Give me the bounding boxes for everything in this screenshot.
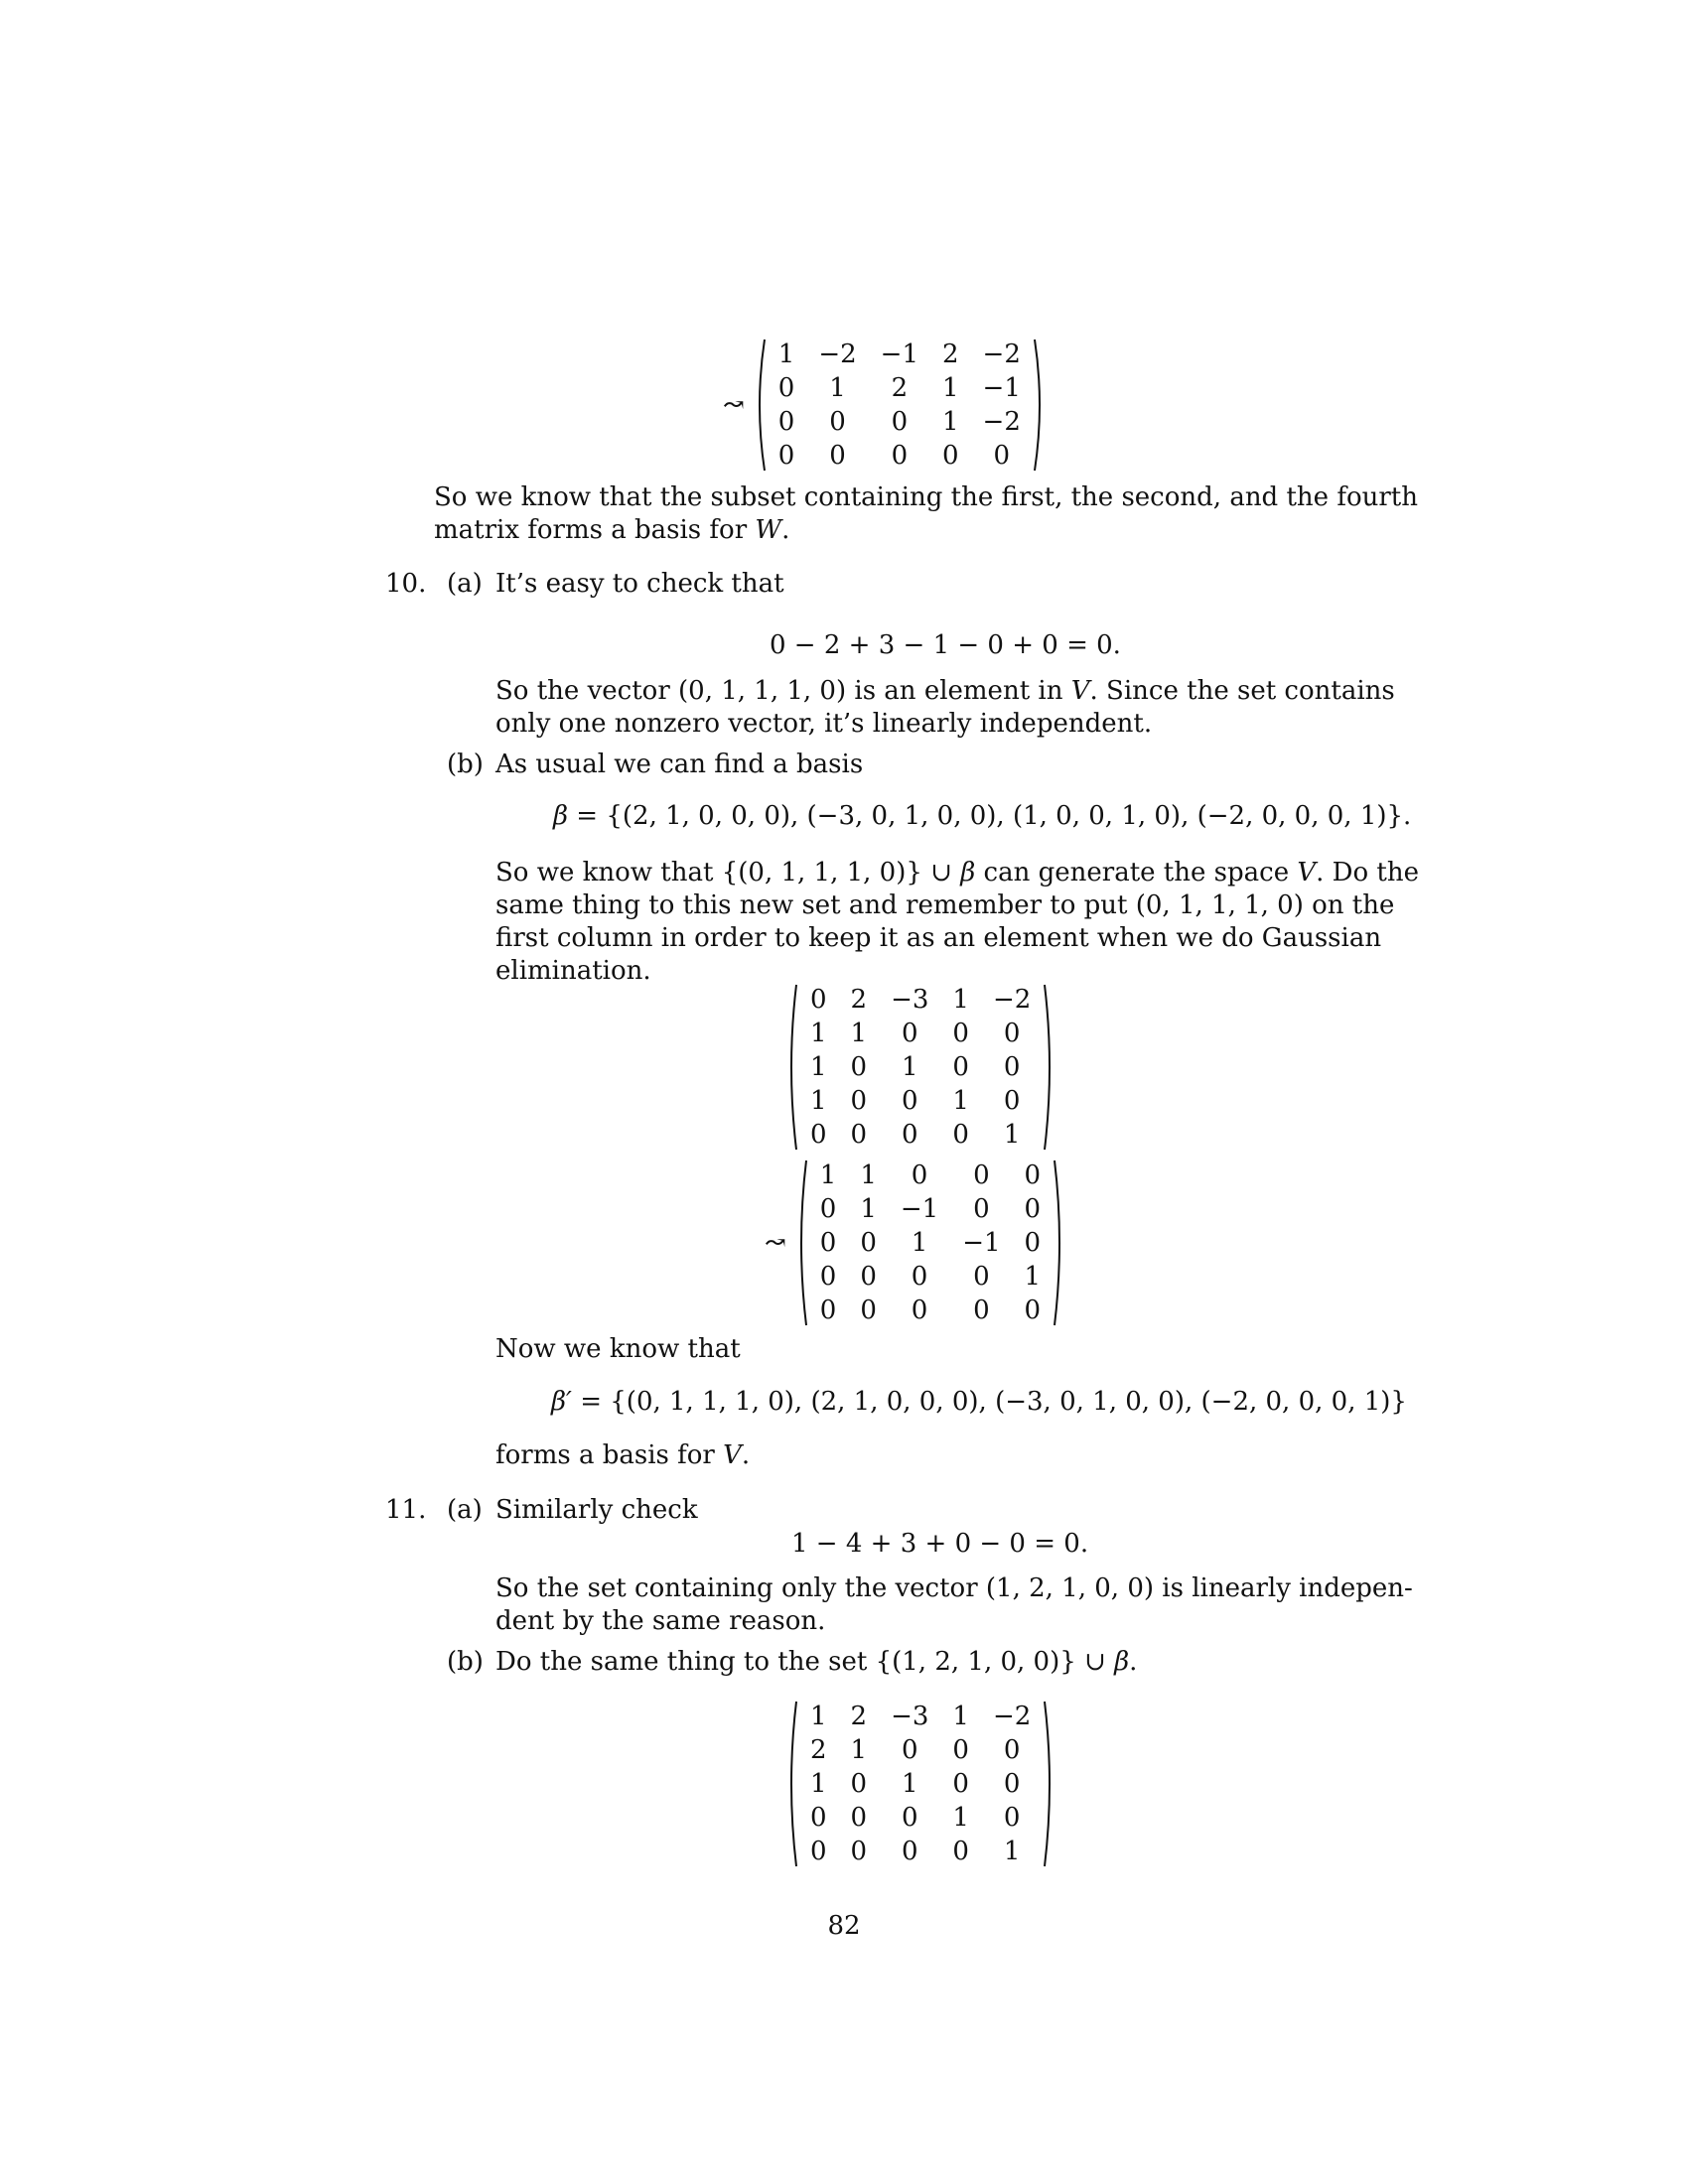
- matrix-cell: 0: [911, 1262, 928, 1292]
- matrix-cell: 0: [1003, 1769, 1021, 1799]
- left-paren: [753, 338, 767, 473]
- matrix-cell: 0: [860, 1262, 877, 1292]
- matrix-cell: 1: [810, 1086, 827, 1116]
- matrix-cell: 0: [1003, 1052, 1021, 1082]
- matrix-cell: 0: [810, 1120, 827, 1150]
- matrix-cell: 0: [777, 373, 795, 403]
- period: .: [1129, 1647, 1138, 1677]
- text: . Do the: [1316, 858, 1419, 887]
- text: forms a basis for: [495, 1440, 724, 1470]
- matrix-row: [767, 439, 1033, 473]
- matrix-cell: 0: [973, 1160, 990, 1190]
- matrix-cell: 0: [777, 407, 795, 437]
- matrix-row: [808, 1260, 1053, 1294]
- q10-b-label: (b): [447, 750, 484, 779]
- matrix-row: [798, 983, 1043, 1017]
- matrix-cell: 0: [891, 407, 909, 437]
- matrix-cell: −1: [962, 1228, 1001, 1258]
- matrix-cell: 0: [942, 441, 959, 471]
- matrix-cell: 1: [860, 1160, 877, 1190]
- matrix-cell: −2: [992, 1702, 1032, 1731]
- matrix-cell: 1: [810, 1702, 827, 1731]
- matrix-row: [767, 338, 1033, 371]
- matrix-cell: −2: [982, 407, 1021, 437]
- q11-b-text: [495, 1646, 1137, 1679]
- matrix-cell: 2: [942, 340, 959, 369]
- q11-b-label: (b): [447, 1647, 484, 1677]
- matrix-cell: 1: [819, 1160, 837, 1190]
- matrix-cell: 1: [810, 1052, 827, 1082]
- left-paren: [794, 1159, 808, 1327]
- matrix-row: [798, 1050, 1043, 1084]
- matrix-cell: 0: [1003, 1086, 1021, 1116]
- matrix-cell: 0: [891, 441, 909, 471]
- matrix-cell: 1: [952, 985, 969, 1015]
- q11-a-text: Similarly check: [495, 1495, 698, 1525]
- matrix-row: [798, 1767, 1043, 1801]
- matrix-cell: 1: [1003, 1120, 1021, 1150]
- matrix-row: [767, 371, 1033, 405]
- text: Do the same thing to the set {(1, 2, 1, 0, 0)} ∪: [495, 1647, 1115, 1677]
- matrix-row: [798, 1017, 1043, 1050]
- matrix-top-table: [767, 338, 1033, 473]
- subset-paragraph-line2: [434, 514, 789, 547]
- matrix-cell: 0: [829, 441, 846, 471]
- q11-a-equation: 1 − 4 + 3 + 0 − 0 = 0.: [791, 1529, 1089, 1559]
- matrix-cell: 0: [1024, 1296, 1042, 1325]
- matrix-q10-1: [784, 983, 1056, 1152]
- right-paren: [1033, 338, 1047, 473]
- q11-a-label: (a): [447, 1495, 483, 1525]
- q10-b-paragraph-line1: [495, 857, 1419, 889]
- matrix-cell: 0: [819, 1262, 837, 1292]
- q10-b-paragraph-line2: same thing to this new set and remember to put (0, 1, 1, 1, 0) on the: [495, 890, 1395, 920]
- matrix-cell: 1: [952, 1086, 969, 1116]
- matrix-cell: 0: [810, 1837, 827, 1866]
- matrix-cell: 0: [952, 1052, 969, 1082]
- q10-b-text: As usual we can find a basis: [495, 750, 864, 779]
- matrix-cell: −2: [992, 985, 1032, 1015]
- symbol-W: W: [755, 515, 782, 545]
- period: .: [781, 515, 790, 545]
- left-paren: [784, 983, 798, 1152]
- matrix-row: [808, 1192, 1053, 1226]
- symbol-V: V: [1297, 858, 1317, 887]
- text: So we know that {(0, 1, 1, 1, 0)} ∪: [495, 858, 961, 887]
- matrix-cell: 2: [810, 1735, 827, 1765]
- matrix-row: [808, 1294, 1053, 1327]
- q10-b-beta-equation: [553, 800, 1411, 833]
- matrix-cell: −1: [982, 373, 1021, 403]
- matrix-cell: 0: [850, 1769, 868, 1799]
- matrix-q11-table: [798, 1700, 1043, 1868]
- matrix-cell: 0: [973, 1296, 990, 1325]
- matrix-row: [798, 1835, 1043, 1868]
- q10-a-equation: 0 − 2 + 3 − 1 − 0 + 0 = 0.: [770, 630, 1121, 660]
- matrix-cell: 0: [911, 1160, 928, 1190]
- matrix-q11: [784, 1700, 1056, 1868]
- matrix-cell: 0: [901, 1019, 918, 1048]
- subset-text: matrix forms a basis for: [434, 515, 756, 545]
- matrix-cell: 0: [952, 1735, 969, 1765]
- matrix-cell: 0: [952, 1837, 969, 1866]
- symbol-beta: β: [553, 801, 569, 831]
- matrix-cell: 1: [829, 373, 846, 403]
- symbol-beta: β: [960, 858, 976, 887]
- q10-now-text: Now we know that: [495, 1334, 741, 1364]
- matrix-cell: 0: [850, 1803, 868, 1833]
- matrix-cell: 1: [1003, 1837, 1021, 1866]
- right-paren: [1043, 983, 1056, 1152]
- matrix-cell: 0: [860, 1296, 877, 1325]
- matrix-cell: 1: [810, 1019, 827, 1048]
- left-paren: [784, 1700, 798, 1868]
- matrix-q10-1-table: [798, 983, 1043, 1152]
- q10-beta-prime-equation: [551, 1386, 1407, 1419]
- matrix-cell: 1: [952, 1803, 969, 1833]
- matrix-cell: 1: [810, 1769, 827, 1799]
- matrix-cell: 0: [911, 1296, 928, 1325]
- matrix-row: [798, 1733, 1043, 1767]
- leadsto-symbol: ↝: [765, 1228, 786, 1258]
- matrix-cell: 2: [850, 985, 868, 1015]
- matrix-cell: 1: [942, 407, 959, 437]
- matrix-row: [798, 1118, 1043, 1152]
- matrix-cell: −2: [818, 340, 857, 369]
- matrix-cell: −2: [982, 340, 1021, 369]
- matrix-cell: 0: [860, 1228, 877, 1258]
- matrix-cell: 0: [1003, 1735, 1021, 1765]
- matrix-row: [808, 1159, 1053, 1192]
- q11-number: 11.: [385, 1495, 427, 1525]
- matrix-cell: 1: [942, 373, 959, 403]
- matrix-cell: 0: [973, 1194, 990, 1224]
- matrix-cell: 0: [850, 1120, 868, 1150]
- matrix-cell: 1: [1024, 1262, 1042, 1292]
- matrix-cell: 0: [1024, 1228, 1042, 1258]
- basis-set: = {(0, 1, 1, 1, 0), (2, 1, 0, 0, 0), (−3, 0, 1, 0, 0), (−2, 0, 0, 0, 1)}: [571, 1387, 1407, 1417]
- q10-a-label: (a): [447, 569, 483, 599]
- matrix-cell: 1: [901, 1769, 918, 1799]
- matrix-cell: 1: [850, 1019, 868, 1048]
- text: can generate the space: [975, 858, 1298, 887]
- matrix-top: [723, 338, 1047, 473]
- matrix-cell: 2: [891, 373, 909, 403]
- q11-a-paragraph-line1: So the set containing only the vector (1, 2, 1, 0, 0) is linearly indepen-: [495, 1573, 1413, 1603]
- matrix-row: [798, 1084, 1043, 1118]
- matrix-cell: 0: [901, 1803, 918, 1833]
- symbol-V: V: [723, 1440, 742, 1470]
- matrix-cell: 0: [901, 1120, 918, 1150]
- basis-set: = {(2, 1, 0, 0, 0), (−3, 0, 1, 0, 0), (1, 0, 0, 1, 0), (−2, 0, 0, 0, 1)}.: [568, 801, 1412, 831]
- matrix-cell: 0: [777, 441, 795, 471]
- matrix-cell: 0: [952, 1769, 969, 1799]
- symbol-beta: β: [1114, 1647, 1130, 1677]
- q10-number: 10.: [385, 569, 427, 599]
- right-paren: [1043, 1700, 1056, 1868]
- subset-paragraph-line1: So we know that the subset containing the first, the second, and the fourth: [434, 482, 1418, 512]
- matrix-cell: 1: [911, 1228, 928, 1258]
- matrix-cell: 0: [901, 1837, 918, 1866]
- matrix-cell: 1: [860, 1194, 877, 1224]
- matrix-cell: 0: [810, 985, 827, 1015]
- text: So the vector (0, 1, 1, 1, 0) is an element in: [495, 676, 1071, 706]
- matrix-cell: 0: [952, 1019, 969, 1048]
- q10-b-paragraph-line3: first column in order to keep it as an element when we do Gaussian: [495, 923, 1382, 953]
- matrix-cell: 0: [901, 1086, 918, 1116]
- matrix-cell: 0: [1024, 1194, 1042, 1224]
- matrix-row: [808, 1226, 1053, 1260]
- q10-a-paragraph-line1: [495, 675, 1395, 708]
- matrix-cell: 0: [1024, 1160, 1042, 1190]
- matrix-cell: 0: [1003, 1019, 1021, 1048]
- matrix-cell: 0: [850, 1052, 868, 1082]
- matrix-cell: 1: [952, 1702, 969, 1731]
- matrix-row: [767, 405, 1033, 439]
- text: . Since the set contains: [1089, 676, 1395, 706]
- symbol-beta-prime: β′: [551, 1387, 572, 1417]
- q10-a-paragraph-line2: only one nonzero vector, it’s linearly independent.: [495, 709, 1153, 739]
- matrix-q10-2-table: [808, 1159, 1053, 1327]
- matrix-cell: 1: [901, 1052, 918, 1082]
- matrix-cell: −1: [900, 1194, 939, 1224]
- q10-a-text: It’s easy to check that: [495, 569, 784, 599]
- matrix-cell: 0: [1003, 1803, 1021, 1833]
- matrix-cell: 0: [810, 1803, 827, 1833]
- matrix-cell: 1: [777, 340, 795, 369]
- matrix-cell: −3: [891, 1702, 929, 1731]
- symbol-V: V: [1070, 676, 1090, 706]
- right-paren: [1053, 1159, 1066, 1327]
- matrix-cell: 0: [819, 1228, 837, 1258]
- matrix-row: [798, 1700, 1043, 1733]
- matrix-cell: 0: [901, 1735, 918, 1765]
- matrix-cell: 0: [973, 1262, 990, 1292]
- page-number: 82: [827, 1911, 861, 1941]
- matrix-row: [798, 1801, 1043, 1835]
- matrix-cell: 0: [819, 1296, 837, 1325]
- q10-forms-basis: [495, 1439, 750, 1472]
- matrix-cell: 0: [993, 441, 1010, 471]
- matrix-cell: 0: [829, 407, 846, 437]
- matrix-q10-2: [765, 1159, 1066, 1327]
- matrix-cell: 1: [850, 1735, 868, 1765]
- matrix-cell: 0: [952, 1120, 969, 1150]
- q10-b-paragraph-line4: elimination.: [495, 956, 651, 986]
- period: .: [741, 1440, 751, 1470]
- q11-a-paragraph-line2: dent by the same reason.: [495, 1606, 826, 1636]
- matrix-cell: −3: [891, 985, 929, 1015]
- leadsto-symbol: ↝: [723, 390, 745, 420]
- matrix-cell: 0: [850, 1086, 868, 1116]
- matrix-cell: −1: [880, 340, 918, 369]
- matrix-cell: 2: [850, 1702, 868, 1731]
- matrix-cell: 0: [850, 1837, 868, 1866]
- matrix-cell: 0: [819, 1194, 837, 1224]
